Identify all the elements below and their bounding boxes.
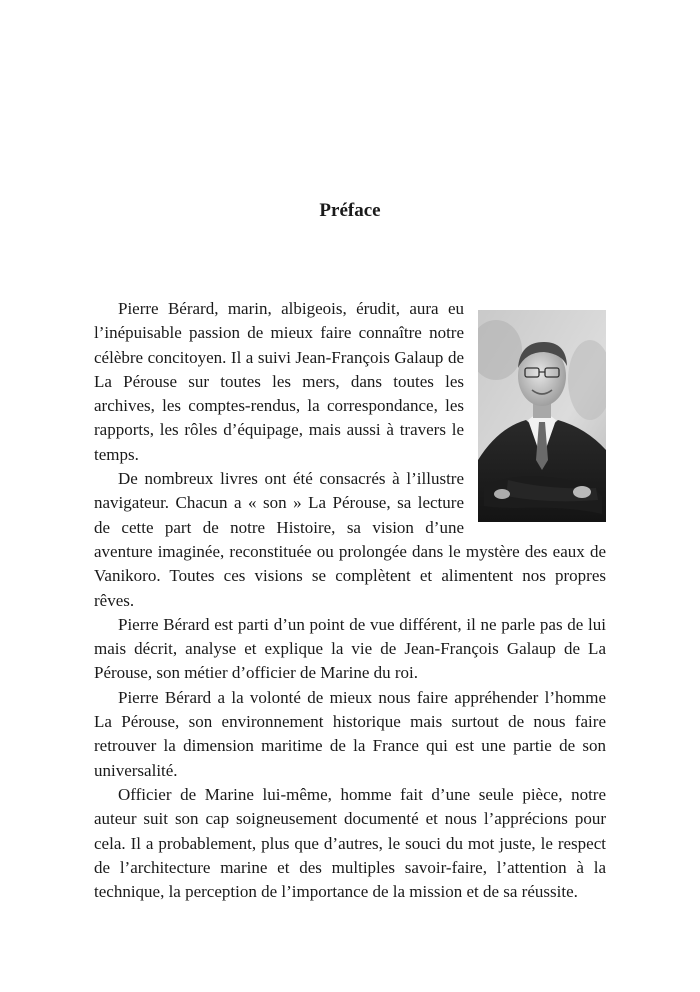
- preface-body: [94, 297, 606, 904]
- paragraph: Pierre Bérard, marin, albigeois, érudit, aura eu l’inépuisable passion de mieux faire connaître notre célèbre concitoyen. Il a suivi Jean-François Galaup de La Pérouse sur toutes les mers, dans toutes les archives, les comptes-rendus, la correspondance, les rapports, les rôles d’équipage, mais aussi à travers le temps.: [94, 299, 464, 464]
- paragraph: De nombreux livres ont été consacrés à l’illustre navigateur. Chacun a « son » La Pérouse, sa lecture de cette part de notre Histoire, sa vision d’une aventure imaginée, reconstituée ou prolongée dans le mystère des eaux de Vanikoro. Toutes ces visions se complètent et alimentent nos propres rêves.: [94, 469, 606, 610]
- page-title: Préface: [319, 200, 381, 221]
- portrait-image: [478, 310, 606, 522]
- paragraph: Pierre Bérard a la volonté de mieux nous faire appréhender l’homme La Pérouse, son environnement historique mais surtout de nous faire retrouver la dimension maritime de la France qui est une partie de son universalité.: [94, 687, 606, 780]
- author-portrait-photo: [478, 310, 606, 522]
- paragraph: Officier de Marine lui-même, homme fait d’une seule pièce, notre auteur suit son cap soigneusement documenté et nous l’apprécions pour cela. Il a probablement, plus que d’autres, le souci du mot juste, le respect de l’architecture marine et des multiples savoir-faire, l’attention à la technique, la perception de l’importance de la mission et de sa réussite.: [94, 784, 606, 902]
- paragraph: Pierre Bérard est parti d’un point de vue différent, il ne parle pas de lui mais décrit, analyse et explique la vie de Jean-François Galaup de La Pérouse, son métier d’officier de Marine du roi.: [94, 614, 606, 683]
